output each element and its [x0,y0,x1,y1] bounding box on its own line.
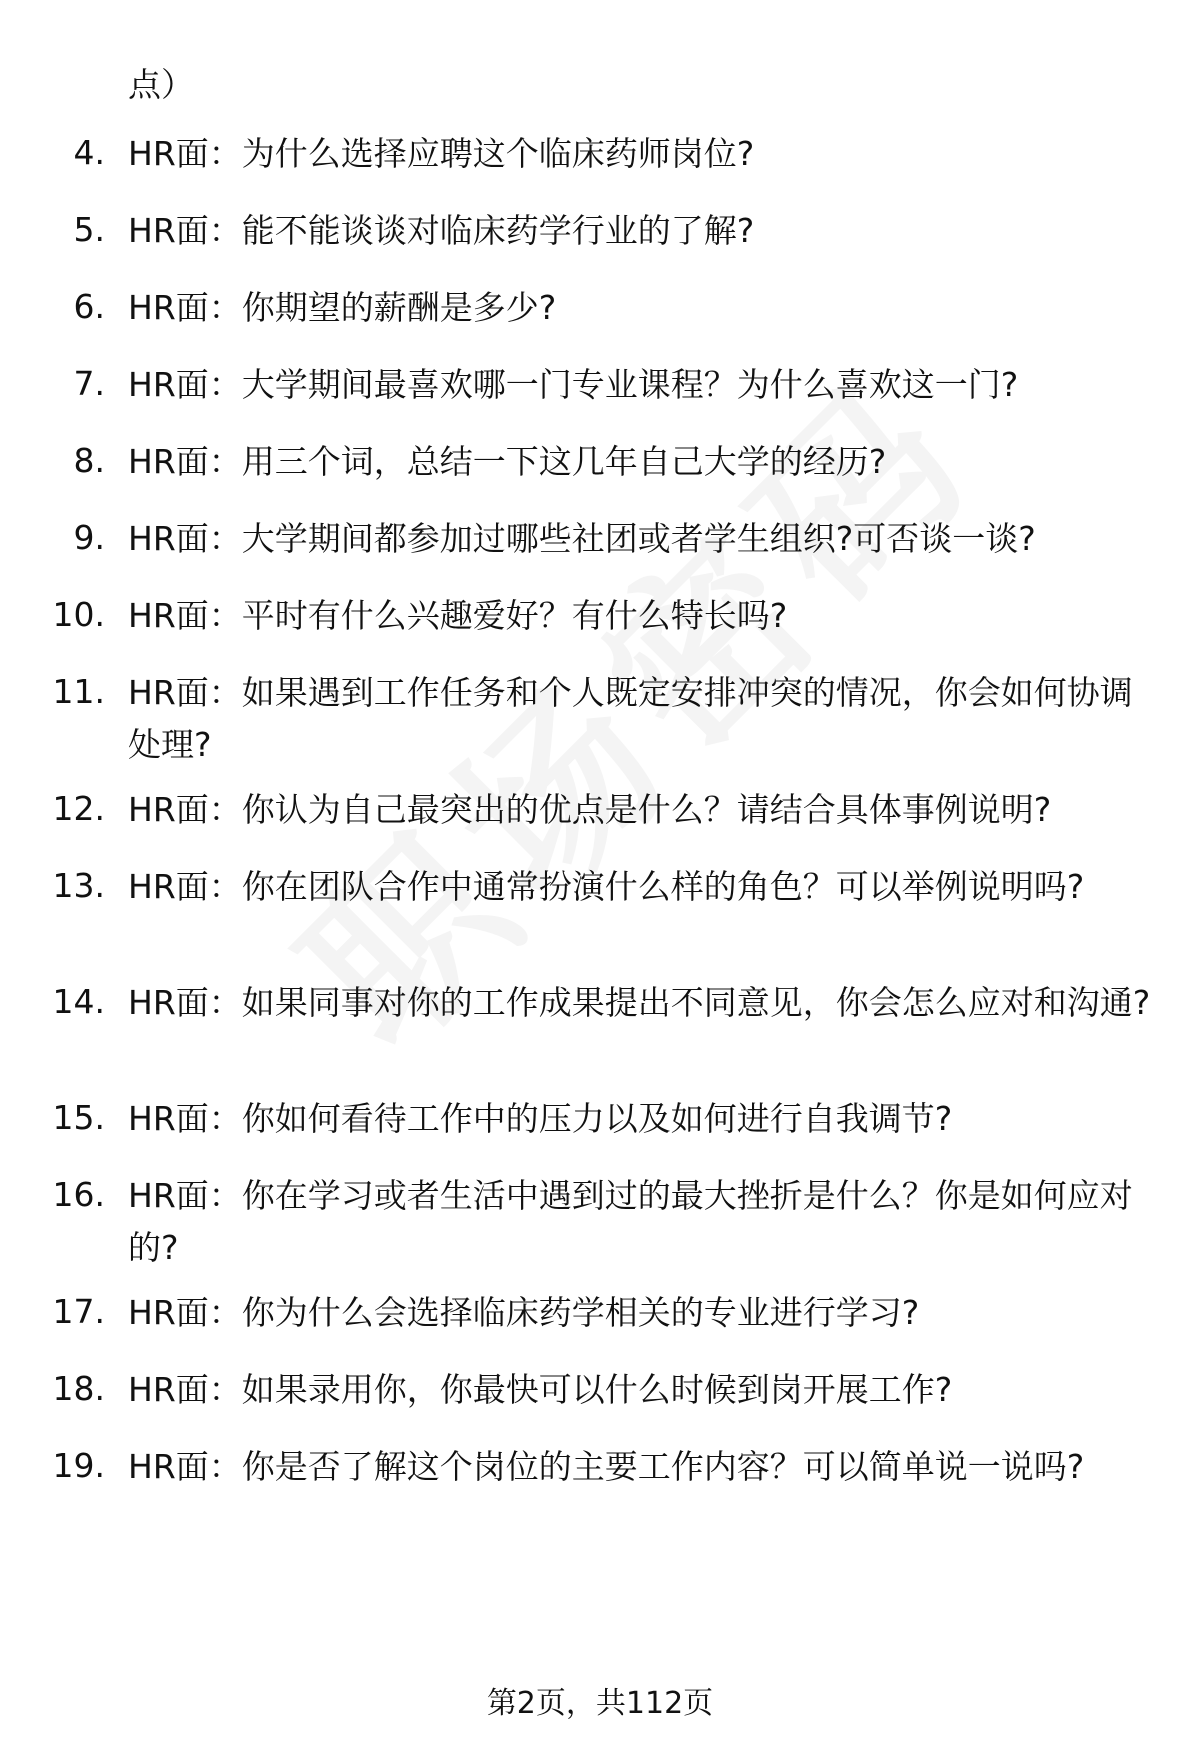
list-item-text: HR面：你是否了解这个岗位的主要工作内容？可以简单说一说吗? [128,1447,1085,1486]
list-item-number: 19. [52,1446,105,1485]
list-item-text: HR面：用三个词，总结一下这几年自己大学的经历? [128,442,887,481]
list-item-number: 15. [52,1098,105,1137]
list-item-text: HR面：为什么选择应聘这个临床药师岗位? [128,134,755,173]
list-item-number: 7. [73,364,105,403]
list-item-text: HR面：你期望的薪酬是多少? [128,288,557,327]
list-item-number: 5. [73,210,105,249]
list-item-number: 8. [73,441,105,480]
list-item-text: HR面：你在团队合作中通常扮演什么样的角色？可以举例说明吗? [128,867,1085,906]
list-item-number: 17. [52,1292,105,1331]
list-item-number: 10. [52,595,105,634]
list-item-number: 16. [52,1175,105,1214]
list-item-text: HR面：如果同事对你的工作成果提出不同意见，你会怎么应对和沟通? [128,983,1151,1022]
list-item-number: 14. [52,982,105,1021]
list-item-text: HR面：你为什么会选择临床药学相关的专业进行学习? [128,1293,920,1332]
list-item-number: 13. [52,866,105,905]
continuation-text: 点） [128,65,194,104]
list-item-number: 6. [73,287,105,326]
list-item-text: HR面：你认为自己最突出的优点是什么？请结合具体事例说明? [128,790,1052,829]
list-item-text: HR面：你在学习或者生活中遇到过的最大挫折是什么？你是如何应对的? [128,1176,1133,1267]
list-item-text: HR面：能不能谈谈对临床药学行业的了解? [128,211,755,250]
list-item-number: 9. [73,518,105,557]
list-item-number: 11. [52,672,105,711]
list-item-number: 4. [73,133,105,172]
list-item-text: HR面：大学期间最喜欢哪一门专业课程？为什么喜欢这一门? [128,365,1019,404]
list-item-text: HR面：如果录用你，你最快可以什么时候到岗开展工作? [128,1370,953,1409]
list-item-number: 18. [52,1369,105,1408]
list-item-number: 12. [52,789,105,828]
list-item-text: HR面：大学期间都参加过哪些社团或者学生组织?可否谈一谈? [128,519,1036,558]
list-item-text: HR面：你如何看待工作中的压力以及如何进行自我调节? [128,1099,953,1138]
page-footer: 第2页，共112页 [486,1686,714,1721]
list-item-text: HR面：如果遇到工作任务和个人既定安排冲突的情况，你会如何协调处理? [128,673,1133,764]
list-item-text: HR面：平时有什么兴趣爱好？有什么特长吗? [128,596,788,635]
